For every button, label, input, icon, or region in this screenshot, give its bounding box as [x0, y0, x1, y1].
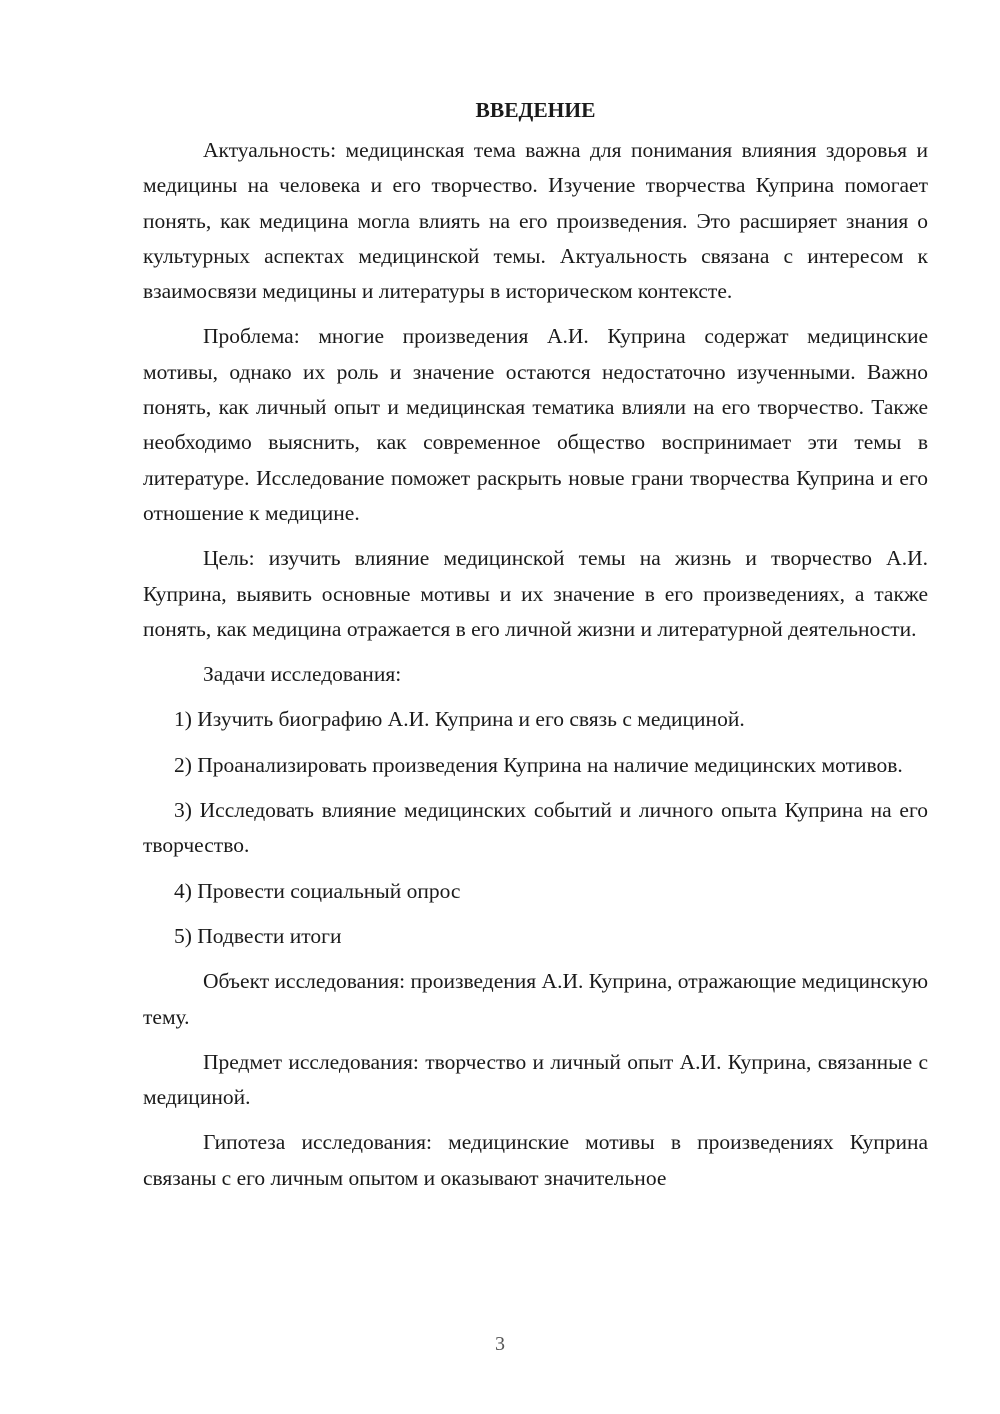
paragraph-hypothesis: Гипотеза исследования: медицинские мотивы в произведениях Куприна связаны с его личным опытом и оказывают значительное	[143, 1130, 928, 1190]
paragraph-goal: Цель: изучить влияние медицинской темы на жизнь и творчество А.И. Куприна, выявить основные мотивы и их значение в его произведениях, а также понять, как медицина отражается в его личной жизни и литературной деятельности.	[143, 546, 928, 641]
section-title: ВВЕДЕНИЕ	[475, 98, 596, 122]
tasks-heading: Задачи исследования:	[203, 662, 402, 687]
paragraph-problem: Проблема: многие произведения А.И. Куприна содержат медицинские мотивы, однако их роль и значение остаются недостаточно изученными. Важно понять, как личный опыт и медицинская тематика влияли на его творчество. Также необходимо выяснить, как современное общество воспринимает эти темы в литературе. Исследование поможет раскрыть новые грани творчества Куприна и его отношение к медицине.	[143, 324, 928, 525]
document-page	[143, 93, 928, 1206]
task-item-2: 2) Проанализировать произведения Куприна на наличие медицинских мотивов.	[174, 752, 903, 777]
task-item-4: 4) Провести социальный опрос	[174, 878, 461, 903]
task-item-5: 5) Подвести итоги	[174, 923, 342, 948]
task-item-1: 1) Изучить биографию А.И. Куприна и его связь с медициной.	[174, 707, 745, 732]
paragraph-relevance: Актуальность: медицинская тема важна для понимания влияния здоровья и медицины на человека и его творчество. Изучение творчества Куприна помогает понять, как медицина могла влиять на его произведения. Это расширяет знания о культурных аспектах медицинской темы. Актуальность связана с интересом к взаимосвязи медицины и литературы в историческом контексте.	[143, 138, 928, 304]
page-number: 3	[495, 1333, 505, 1355]
paragraph-subject: Предмет исследования: творчество и личный опыт А.И. Куприна, связанные с медициной.	[143, 1049, 928, 1110]
task-item-3: 3) Исследовать влияние медицинских событий и личного опыта Куприна на его творчество.	[143, 798, 928, 858]
paragraph-object: Объект исследования: произведения А.И. Куприна, отражающие медицинскую тему.	[143, 969, 928, 1029]
